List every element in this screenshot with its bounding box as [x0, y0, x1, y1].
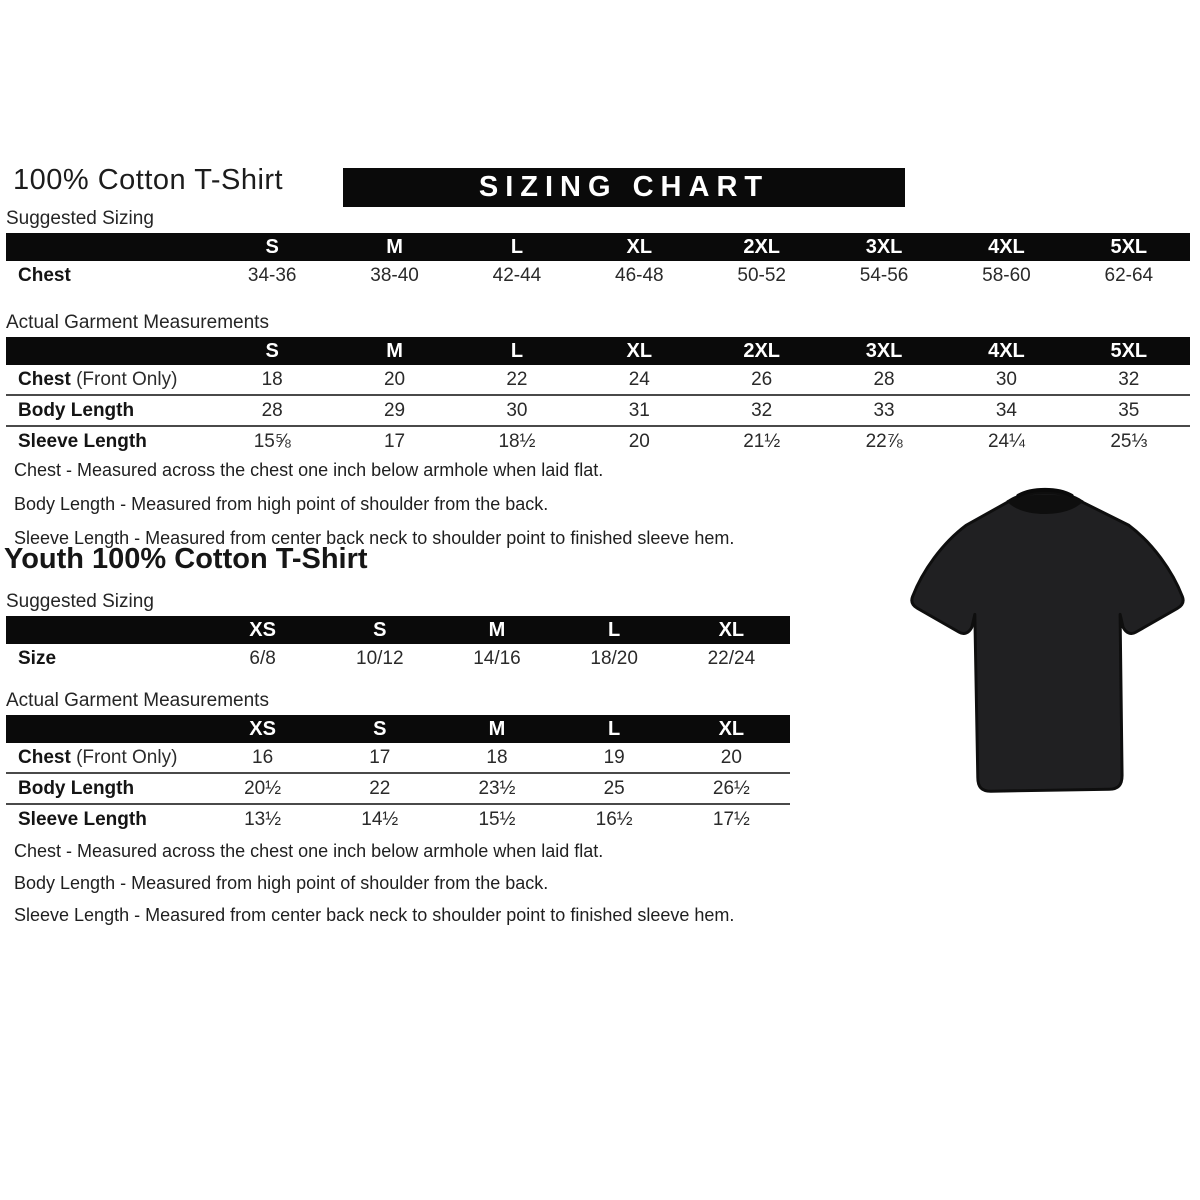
measurement-value: 62-64: [1104, 264, 1154, 286]
size-header-row: [6, 715, 790, 743]
measurement-value: 15½: [478, 808, 516, 830]
size-column-header: 4XL: [945, 337, 1067, 365]
black-tshirt-image: [893, 474, 1195, 810]
size-column-header: S: [211, 233, 333, 261]
measurement-note: Chest - Measured across the chest one inch below armhole when laid flat.: [14, 841, 604, 861]
size-column-header: 4XL: [945, 233, 1067, 261]
measurement-row: [6, 261, 1190, 290]
measurement-note: Sleeve Length - Measured from center back neck to shoulder point to finished sleeve hem.: [14, 905, 735, 925]
size-column-header: L: [556, 616, 673, 644]
measurement-value: 19: [603, 746, 625, 768]
measurement-value: 22/24: [707, 647, 756, 669]
measurement-row: [6, 395, 1190, 426]
measurement-value: 13½: [244, 808, 282, 830]
sizing-chart-banner: [343, 168, 905, 207]
size-column-header: L: [456, 337, 578, 365]
size-column-header: M: [438, 616, 555, 644]
measurement-value: 6/8: [249, 647, 276, 669]
adult-actual-section: [6, 312, 1190, 456]
header-corner-cell: [6, 337, 211, 365]
size-column-header: M: [333, 233, 455, 261]
size-column-header: XL: [578, 337, 700, 365]
measurement-value: 22: [506, 368, 528, 390]
measurement-value: 22⅞: [865, 430, 903, 452]
adult-suggested-section: [6, 208, 1190, 290]
measurement-note: Body Length - Measured from high point of shoulder from the back.: [14, 494, 549, 514]
measurement-value: 20½: [244, 777, 282, 799]
row-label: Chest (Front Only): [18, 368, 178, 390]
size-column-header: XL: [673, 715, 790, 743]
actual-measurements-label: Actual Garment Measurements: [6, 312, 269, 333]
size-column-header: L: [456, 233, 578, 261]
youth-suggested-section: [6, 591, 790, 673]
measurement-value: 32: [1118, 368, 1140, 390]
row-label: Sleeve Length: [18, 430, 147, 452]
row-label: Size: [18, 647, 57, 669]
size-column-header: 2XL: [701, 233, 823, 261]
measurement-value: 32: [751, 399, 773, 421]
size-header-row: [6, 616, 790, 644]
measurement-value: 34: [995, 399, 1017, 421]
measurement-value: 16: [252, 746, 274, 768]
size-column-header: 2XL: [701, 337, 823, 365]
size-column-header: S: [321, 715, 438, 743]
size-column-header: 3XL: [823, 233, 945, 261]
measurement-note: Chest - Measured across the chest one inch below armhole when laid flat.: [14, 460, 604, 480]
header-corner-cell: [6, 715, 204, 743]
size-column-header: M: [333, 337, 455, 365]
measurement-value: 16½: [595, 808, 633, 830]
measurement-value: 28: [261, 399, 283, 421]
row-label: Sleeve Length: [18, 808, 147, 830]
size-column-header: XS: [204, 715, 321, 743]
size-header-row: [6, 233, 1190, 261]
measurement-row: [6, 644, 790, 673]
measurement-value: 18: [486, 746, 508, 768]
size-column-header: 5XL: [1068, 337, 1190, 365]
measurement-value: 25: [603, 777, 625, 799]
measurement-value: 24: [628, 368, 650, 390]
size-column-header: L: [556, 715, 673, 743]
youth-suggested-table: [6, 616, 790, 673]
measurement-value: 30: [995, 368, 1017, 390]
measurement-value: 20: [383, 368, 406, 390]
header-corner-cell: [6, 233, 211, 261]
row-label: Body Length: [18, 777, 135, 799]
measurement-value: 33: [873, 399, 895, 421]
measurement-row: [6, 426, 1190, 456]
measurement-row: [6, 804, 790, 834]
measurement-value: 18/20: [590, 647, 638, 669]
sizing-chart-banner-text: SIZING CHART: [478, 171, 770, 203]
size-header-row: [6, 337, 1190, 365]
measurement-value: 17: [383, 430, 406, 452]
measurement-value: 18½: [498, 430, 536, 452]
size-column-header: XS: [204, 616, 321, 644]
measurement-value: 35: [1118, 399, 1140, 421]
measurement-value: 17½: [712, 808, 750, 830]
youth-actual-section: [6, 690, 790, 834]
row-label: Body Length: [18, 399, 135, 421]
measurement-value: 31: [628, 399, 650, 421]
measurement-value: 50-52: [737, 264, 786, 286]
measurement-row: [6, 743, 790, 773]
measurement-value: 18: [261, 368, 283, 390]
measurement-value: 42-44: [492, 264, 542, 286]
measurement-note: Sleeve Length - Measured from center back neck to shoulder point to finished sleeve hem.: [14, 528, 735, 548]
size-column-header: S: [321, 616, 438, 644]
measurement-note: Body Length - Measured from high point of shoulder from the back.: [14, 873, 549, 893]
row-label: Chest: [18, 264, 71, 286]
youth-actual-measurements-label: Actual Garment Measurements: [6, 690, 269, 711]
measurement-value: 23½: [478, 777, 516, 799]
size-column-header: S: [211, 337, 333, 365]
measurement-value: 28: [873, 368, 895, 390]
measurement-row: [6, 773, 790, 804]
measurement-value: 20: [628, 430, 650, 452]
measurement-value: 14½: [361, 808, 399, 830]
suggested-sizing-label: Suggested Sizing: [6, 208, 154, 229]
adult-title: 100% Cotton T-Shirt: [13, 164, 284, 196]
size-column-header: 5XL: [1068, 233, 1190, 261]
measurement-value: 58-60: [982, 264, 1031, 286]
size-column-header: XL: [578, 233, 700, 261]
measurement-row: [6, 365, 1190, 395]
measurement-value: 26½: [712, 777, 750, 799]
measurement-value: 38-40: [370, 264, 419, 286]
measurement-value: 14/16: [473, 647, 521, 669]
measurement-value: 10/12: [356, 647, 404, 669]
size-column-header: XL: [673, 616, 790, 644]
measurement-value: 34-36: [247, 264, 297, 286]
youth-actual-table: [6, 715, 790, 834]
adult-actual-table: [6, 337, 1190, 456]
measurement-value: 25⅓: [1110, 430, 1148, 452]
adult-suggested-table: [6, 233, 1190, 290]
measurement-value: 46-48: [615, 264, 664, 286]
measurement-value: 26: [751, 368, 773, 390]
size-column-header: M: [438, 715, 555, 743]
measurement-value: 22: [369, 777, 391, 799]
measurement-value: 17: [369, 746, 391, 768]
row-label: Chest (Front Only): [18, 746, 178, 768]
youth-notes: [14, 841, 734, 937]
header-corner-cell: [6, 616, 204, 644]
measurement-value: 24¼: [987, 430, 1025, 452]
measurement-value: 30: [506, 399, 528, 421]
tshirt-body: [912, 493, 1183, 791]
size-column-header: 3XL: [823, 337, 945, 365]
measurement-value: 29: [383, 399, 406, 421]
youth-suggested-sizing-label: Suggested Sizing: [6, 591, 154, 612]
measurement-value: 15⅝: [253, 430, 291, 452]
youth-title: Youth 100% Cotton T-Shirt: [4, 543, 368, 575]
measurement-value: 21½: [743, 430, 781, 452]
measurement-value: 54-56: [859, 264, 909, 286]
measurement-value: 20: [720, 746, 742, 768]
